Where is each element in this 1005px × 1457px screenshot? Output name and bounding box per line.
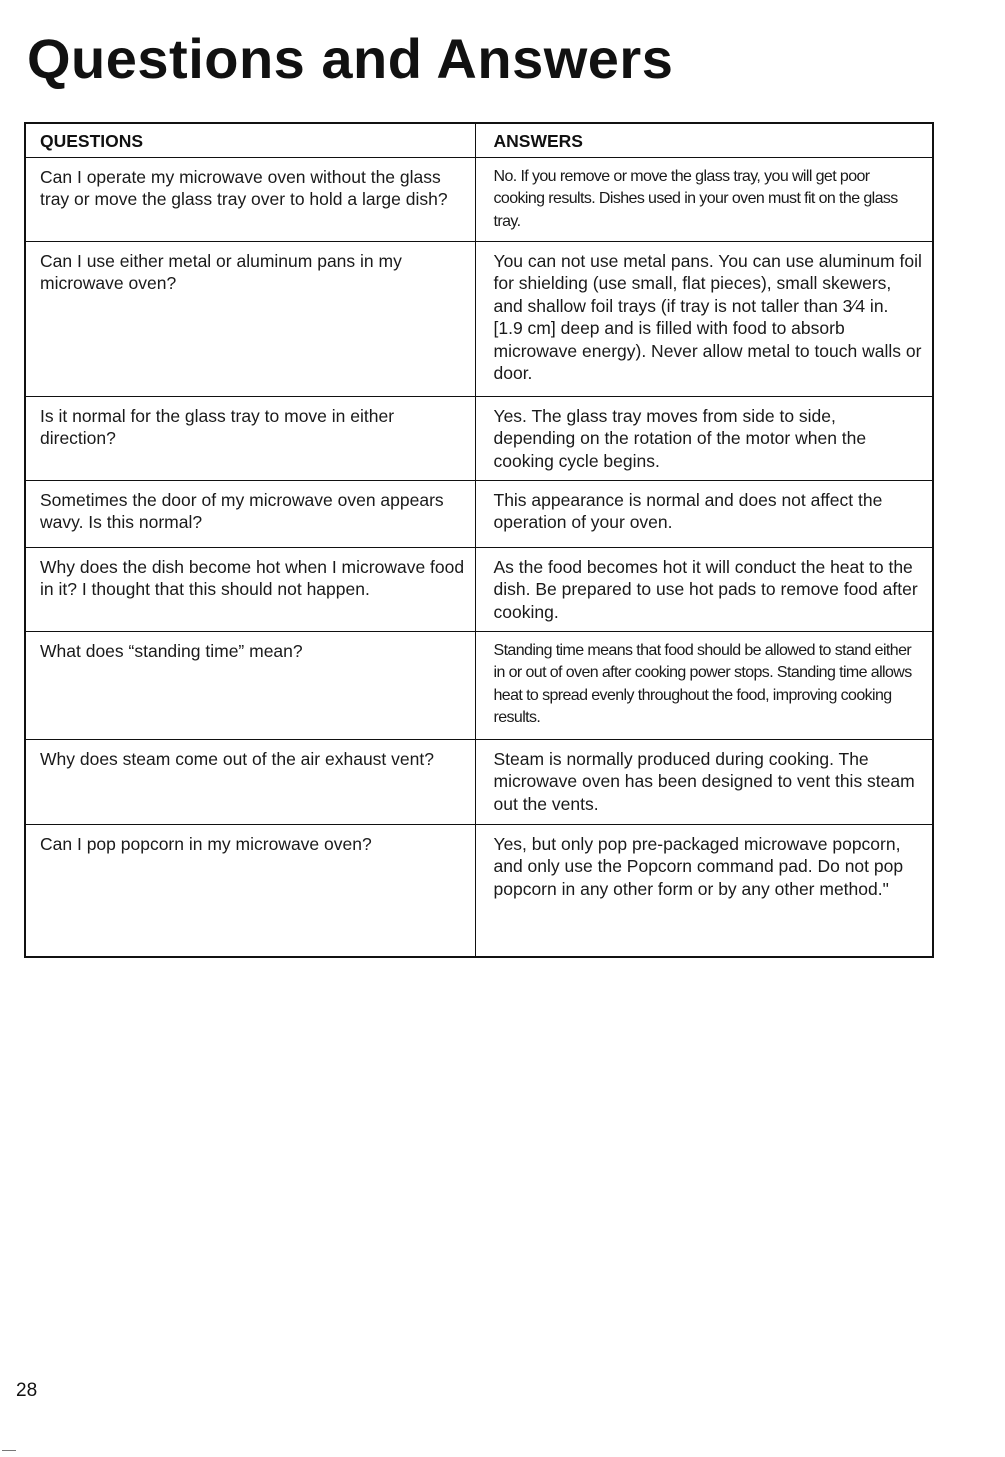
table-row: [25, 157, 933, 241]
qa-table: [24, 122, 934, 958]
question-cell: Is it normal for the glass tray to move in either direction?: [25, 396, 475, 480]
table-row: [25, 396, 933, 480]
question-cell: Sometimes the door of my microwave oven appears wavy. Is this normal?: [25, 480, 475, 547]
answer-cell: Yes, but only pop pre-packaged microwave popcorn, and only use the Popcorn command pad. Do not pop popcorn in any other form or by any other method.": [475, 824, 933, 957]
question-cell: Why does steam come out of the air exhaust vent?: [25, 739, 475, 824]
question-cell: What does “standing time” mean?: [25, 631, 475, 739]
answer-cell: No. If you remove or move the glass tray, you will get poor cooking results. Dishes used in your oven must fit on the glass tray.: [475, 157, 933, 241]
page-number: 28: [16, 1380, 38, 1401]
table-row: [25, 631, 933, 739]
answer-cell: Standing time means that food should be allowed to stand either in or out of oven after cooking power stops. Standing time allows heat to spread evenly throughout the food, improving cooking results.: [475, 631, 933, 739]
page-title: Questions and Answers: [27, 27, 674, 90]
header-row: [25, 123, 933, 157]
scan-edge-mark: [2, 1450, 16, 1451]
table-row: [25, 547, 933, 631]
questions-column-header: QUESTIONS: [25, 123, 475, 157]
answers-column-header: ANSWERS: [475, 123, 933, 157]
question-cell: Can I operate my microwave oven without the glass tray or move the glass tray over to hold a large dish?: [25, 157, 475, 241]
answer-cell: As the food becomes hot it will conduct the heat to the dish. Be prepared to use hot pads to remove food after cooking.: [475, 547, 933, 631]
question-cell: Can I pop popcorn in my microwave oven?: [25, 824, 475, 957]
table-row: [25, 241, 933, 396]
answer-cell: You can not use metal pans. You can use aluminum foil for shielding (use small, flat pieces), small skewers, and shallow foil trays (if tray is not taller than 3⁄4 in. [1.9 cm] deep and is filled with food to absorb microwave energy). Never allow metal to touch walls or door.: [475, 241, 933, 396]
table-row: [25, 480, 933, 547]
table-row: [25, 739, 933, 824]
answer-cell: This appearance is normal and does not affect the operation of your oven.: [475, 480, 933, 547]
question-cell: Why does the dish become hot when I microwave food in it? I thought that this should not happen.: [25, 547, 475, 631]
table-row: [25, 824, 933, 957]
answer-cell: Yes. The glass tray moves from side to side, depending on the rotation of the motor when the cooking cycle begins.: [475, 396, 933, 480]
answer-cell: Steam is normally produced during cooking. The microwave oven has been designed to vent this steam out the vents.: [475, 739, 933, 824]
question-cell: Can I use either metal or aluminum pans in my microwave oven?: [25, 241, 475, 396]
